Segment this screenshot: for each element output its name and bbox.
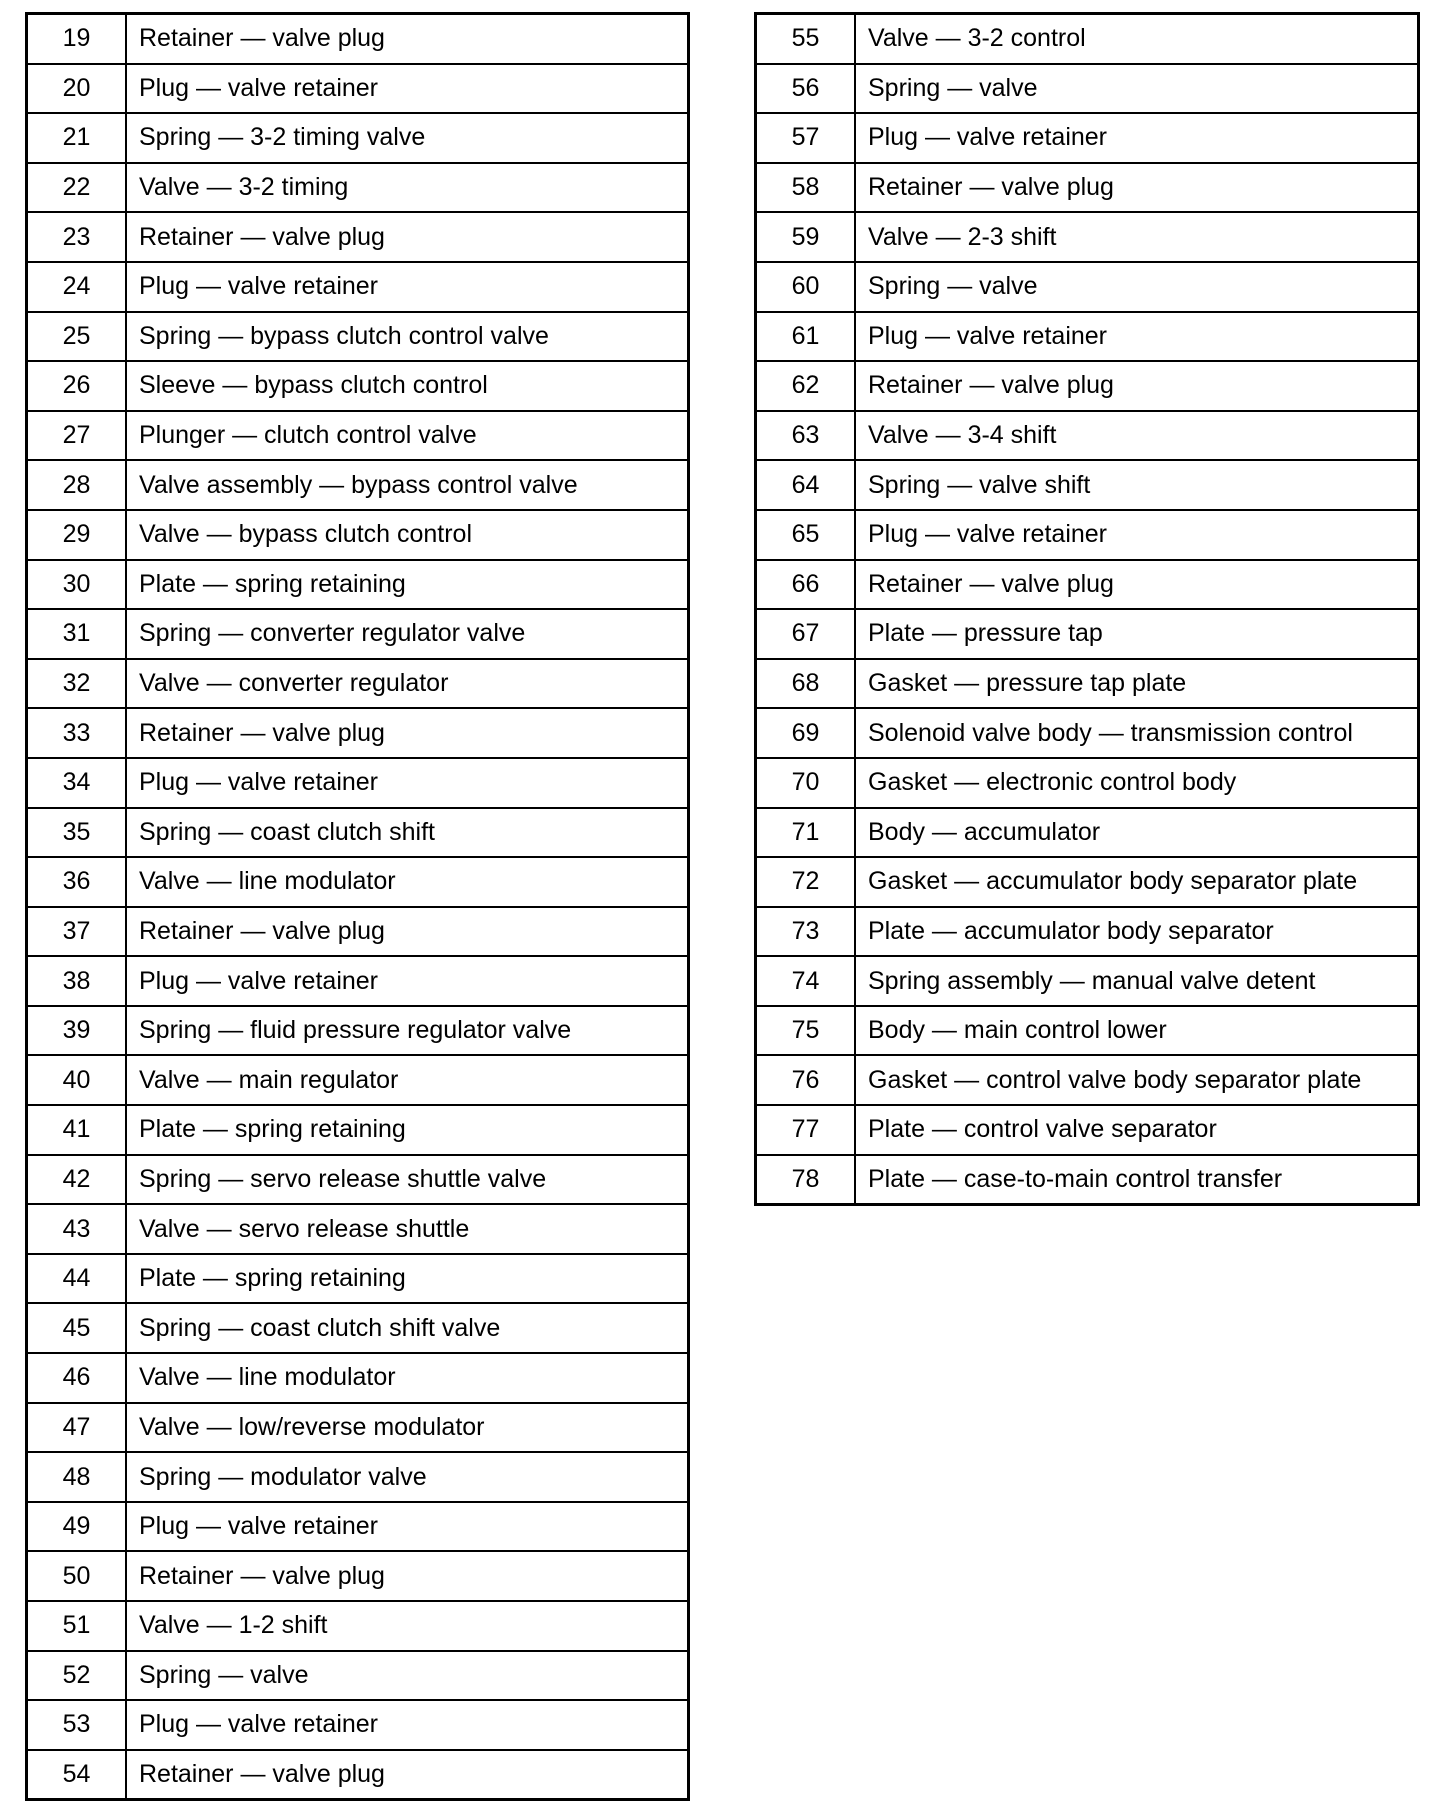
- table-row: [756, 113, 1419, 163]
- part-number-cell: 45: [27, 1303, 127, 1353]
- table-row: [27, 1353, 689, 1403]
- table-row: [27, 1155, 689, 1205]
- part-description-cell: Spring — bypass clutch control valve: [126, 312, 689, 362]
- table-row: [27, 460, 689, 510]
- part-description-cell: Spring assembly — manual valve detent: [855, 956, 1419, 1006]
- part-number-cell: 50: [27, 1551, 127, 1601]
- parts-table-right: [754, 12, 1420, 1206]
- part-number-cell: 73: [756, 907, 856, 957]
- part-description-cell: Spring — fluid pressure regulator valve: [126, 1006, 689, 1056]
- table-row: [756, 956, 1419, 1006]
- part-description-cell: Valve — main regulator: [126, 1055, 689, 1105]
- table-row: [756, 510, 1419, 560]
- table-row: [27, 609, 689, 659]
- table-row: [27, 113, 689, 163]
- part-number-cell: 54: [27, 1750, 127, 1800]
- table-row: [756, 758, 1419, 808]
- part-description-cell: Sleeve — bypass clutch control: [126, 361, 689, 411]
- part-description-cell: Spring — valve shift: [855, 460, 1419, 510]
- part-number-cell: 63: [756, 411, 856, 461]
- part-number-cell: 32: [27, 659, 127, 709]
- table-row: [756, 808, 1419, 858]
- part-description-cell: Valve — line modulator: [126, 1353, 689, 1403]
- part-description-cell: Spring — converter regulator valve: [126, 609, 689, 659]
- table-row: [27, 560, 689, 610]
- part-number-cell: 69: [756, 708, 856, 758]
- table-row: [27, 907, 689, 957]
- part-description-cell: Plug — valve retainer: [855, 312, 1419, 362]
- table-row: [27, 510, 689, 560]
- part-number-cell: 31: [27, 609, 127, 659]
- part-description-cell: Valve — 2-3 shift: [855, 212, 1419, 262]
- part-description-cell: Valve — low/reverse modulator: [126, 1403, 689, 1453]
- part-number-cell: 59: [756, 212, 856, 262]
- table-row: [27, 808, 689, 858]
- part-description-cell: Plug — valve retainer: [855, 510, 1419, 560]
- part-number-cell: 23: [27, 212, 127, 262]
- part-description-cell: Plate — case-to-main control transfer: [855, 1155, 1419, 1205]
- table-row: [27, 1452, 689, 1502]
- part-description-cell: Plug — valve retainer: [126, 64, 689, 114]
- part-number-cell: 61: [756, 312, 856, 362]
- table-row: [27, 64, 689, 114]
- part-number-cell: 78: [756, 1155, 856, 1205]
- part-description-cell: Valve — bypass clutch control: [126, 510, 689, 560]
- part-description-cell: Plug — valve retainer: [126, 758, 689, 808]
- table-row: [27, 1551, 689, 1601]
- part-number-cell: 53: [27, 1700, 127, 1750]
- part-description-cell: Retainer — valve plug: [126, 1551, 689, 1601]
- table-row: [756, 14, 1419, 64]
- table-row: [756, 857, 1419, 907]
- part-number-cell: 39: [27, 1006, 127, 1056]
- part-number-cell: 52: [27, 1651, 127, 1701]
- table-row: [27, 1750, 689, 1800]
- part-number-cell: 44: [27, 1254, 127, 1304]
- table-row: [756, 411, 1419, 461]
- table-row: [756, 1155, 1419, 1205]
- part-description-cell: Body — accumulator: [855, 808, 1419, 858]
- part-description-cell: Gasket — control valve body separator plate: [855, 1055, 1419, 1105]
- part-number-cell: 57: [756, 113, 856, 163]
- part-number-cell: 67: [756, 609, 856, 659]
- part-description-cell: Retainer — valve plug: [855, 361, 1419, 411]
- part-description-cell: Gasket — electronic control body: [855, 758, 1419, 808]
- part-number-cell: 24: [27, 262, 127, 312]
- table-row: [27, 1403, 689, 1453]
- table-row: [27, 1254, 689, 1304]
- part-description-cell: Spring — modulator valve: [126, 1452, 689, 1502]
- part-description-cell: Valve — line modulator: [126, 857, 689, 907]
- part-number-cell: 74: [756, 956, 856, 1006]
- part-description-cell: Valve — 1-2 shift: [126, 1601, 689, 1651]
- table-row: [27, 1700, 689, 1750]
- part-number-cell: 68: [756, 659, 856, 709]
- part-number-cell: 30: [27, 560, 127, 610]
- table-row: [756, 361, 1419, 411]
- table-row: [27, 1204, 689, 1254]
- part-number-cell: 71: [756, 808, 856, 858]
- part-description-cell: Gasket — accumulator body separator plate: [855, 857, 1419, 907]
- table-row: [756, 907, 1419, 957]
- part-number-cell: 42: [27, 1155, 127, 1205]
- part-number-cell: 51: [27, 1601, 127, 1651]
- part-number-cell: 25: [27, 312, 127, 362]
- part-number-cell: 26: [27, 361, 127, 411]
- part-number-cell: 29: [27, 510, 127, 560]
- part-description-cell: Plate — spring retaining: [126, 560, 689, 610]
- part-description-cell: Spring — valve: [126, 1651, 689, 1701]
- table-row: [27, 163, 689, 213]
- part-description-cell: Retainer — valve plug: [855, 163, 1419, 213]
- part-number-cell: 75: [756, 1006, 856, 1056]
- part-description-cell: Body — main control lower: [855, 1006, 1419, 1056]
- part-number-cell: 66: [756, 560, 856, 610]
- part-description-cell: Spring — coast clutch shift: [126, 808, 689, 858]
- table-row: [756, 212, 1419, 262]
- part-number-cell: 38: [27, 956, 127, 1006]
- part-number-cell: 22: [27, 163, 127, 213]
- part-description-cell: Plug — valve retainer: [126, 956, 689, 1006]
- table-row: [27, 212, 689, 262]
- part-number-cell: 28: [27, 460, 127, 510]
- part-description-cell: Retainer — valve plug: [126, 212, 689, 262]
- part-number-cell: 40: [27, 1055, 127, 1105]
- part-number-cell: 70: [756, 758, 856, 808]
- part-number-cell: 41: [27, 1105, 127, 1155]
- table-row: [27, 1502, 689, 1552]
- table-row: [27, 1105, 689, 1155]
- part-number-cell: 65: [756, 510, 856, 560]
- table-row: [756, 659, 1419, 709]
- part-description-cell: Valve — converter regulator: [126, 659, 689, 709]
- part-description-cell: Retainer — valve plug: [126, 708, 689, 758]
- part-number-cell: 43: [27, 1204, 127, 1254]
- part-description-cell: Valve — 3-2 control: [855, 14, 1419, 64]
- part-description-cell: Valve assembly — bypass control valve: [126, 460, 689, 510]
- part-description-cell: Plate — control valve separator: [855, 1105, 1419, 1155]
- part-number-cell: 20: [27, 64, 127, 114]
- part-description-cell: Valve — 3-4 shift: [855, 411, 1419, 461]
- part-description-cell: Valve — servo release shuttle: [126, 1204, 689, 1254]
- part-description-cell: Plate — spring retaining: [126, 1254, 689, 1304]
- part-description-cell: Retainer — valve plug: [126, 1750, 689, 1800]
- table-row: [756, 609, 1419, 659]
- part-description-cell: Valve — 3-2 timing: [126, 163, 689, 213]
- table-row: [756, 1006, 1419, 1056]
- part-description-cell: Spring — servo release shuttle valve: [126, 1155, 689, 1205]
- parts-table-right-body: [756, 14, 1419, 1205]
- table-row: [756, 1055, 1419, 1105]
- part-description-cell: Spring — valve: [855, 64, 1419, 114]
- part-description-cell: Plug — valve retainer: [126, 1700, 689, 1750]
- table-row: [27, 659, 689, 709]
- table-row: [27, 411, 689, 461]
- part-description-cell: Plate — spring retaining: [126, 1105, 689, 1155]
- table-row: [27, 1651, 689, 1701]
- part-number-cell: 72: [756, 857, 856, 907]
- part-description-cell: Spring — coast clutch shift valve: [126, 1303, 689, 1353]
- table-row: [756, 64, 1419, 114]
- parts-table-left: [25, 12, 690, 1801]
- table-row: [27, 14, 689, 64]
- part-description-cell: Retainer — valve plug: [126, 14, 689, 64]
- table-row: [756, 312, 1419, 362]
- table-row: [756, 163, 1419, 213]
- part-description-cell: Gasket — pressure tap plate: [855, 659, 1419, 709]
- table-row: [756, 708, 1419, 758]
- part-number-cell: 56: [756, 64, 856, 114]
- part-description-cell: Solenoid valve body — transmission control: [855, 708, 1419, 758]
- part-number-cell: 34: [27, 758, 127, 808]
- part-number-cell: 60: [756, 262, 856, 312]
- part-number-cell: 37: [27, 907, 127, 957]
- part-number-cell: 76: [756, 1055, 856, 1105]
- part-description-cell: Plate — accumulator body separator: [855, 907, 1419, 957]
- part-description-cell: Plug — valve retainer: [126, 262, 689, 312]
- table-row: [27, 708, 689, 758]
- part-number-cell: 62: [756, 361, 856, 411]
- table-row: [27, 361, 689, 411]
- part-number-cell: 47: [27, 1403, 127, 1453]
- part-number-cell: 21: [27, 113, 127, 163]
- part-description-cell: Spring — 3-2 timing valve: [126, 113, 689, 163]
- parts-table-left-body: [27, 14, 689, 1800]
- part-description-cell: Plug — valve retainer: [126, 1502, 689, 1552]
- part-description-cell: Retainer — valve plug: [126, 907, 689, 957]
- part-description-cell: Plug — valve retainer: [855, 113, 1419, 163]
- part-number-cell: 33: [27, 708, 127, 758]
- part-number-cell: 46: [27, 1353, 127, 1403]
- part-description-cell: Spring — valve: [855, 262, 1419, 312]
- part-number-cell: 35: [27, 808, 127, 858]
- table-row: [27, 1601, 689, 1651]
- table-row: [27, 758, 689, 808]
- part-number-cell: 36: [27, 857, 127, 907]
- table-row: [756, 262, 1419, 312]
- table-row: [27, 1006, 689, 1056]
- table-row: [27, 1055, 689, 1105]
- part-number-cell: 55: [756, 14, 856, 64]
- part-number-cell: 49: [27, 1502, 127, 1552]
- part-number-cell: 19: [27, 14, 127, 64]
- part-number-cell: 48: [27, 1452, 127, 1502]
- table-row: [756, 560, 1419, 610]
- table-row: [27, 857, 689, 907]
- part-description-cell: Retainer — valve plug: [855, 560, 1419, 610]
- table-row: [27, 312, 689, 362]
- table-row: [27, 262, 689, 312]
- part-number-cell: 27: [27, 411, 127, 461]
- table-row: [27, 1303, 689, 1353]
- part-number-cell: 77: [756, 1105, 856, 1155]
- part-number-cell: 58: [756, 163, 856, 213]
- table-row: [27, 956, 689, 1006]
- table-row: [756, 1105, 1419, 1155]
- part-description-cell: Plunger — clutch control valve: [126, 411, 689, 461]
- part-number-cell: 64: [756, 460, 856, 510]
- part-description-cell: Plate — pressure tap: [855, 609, 1419, 659]
- table-row: [756, 460, 1419, 510]
